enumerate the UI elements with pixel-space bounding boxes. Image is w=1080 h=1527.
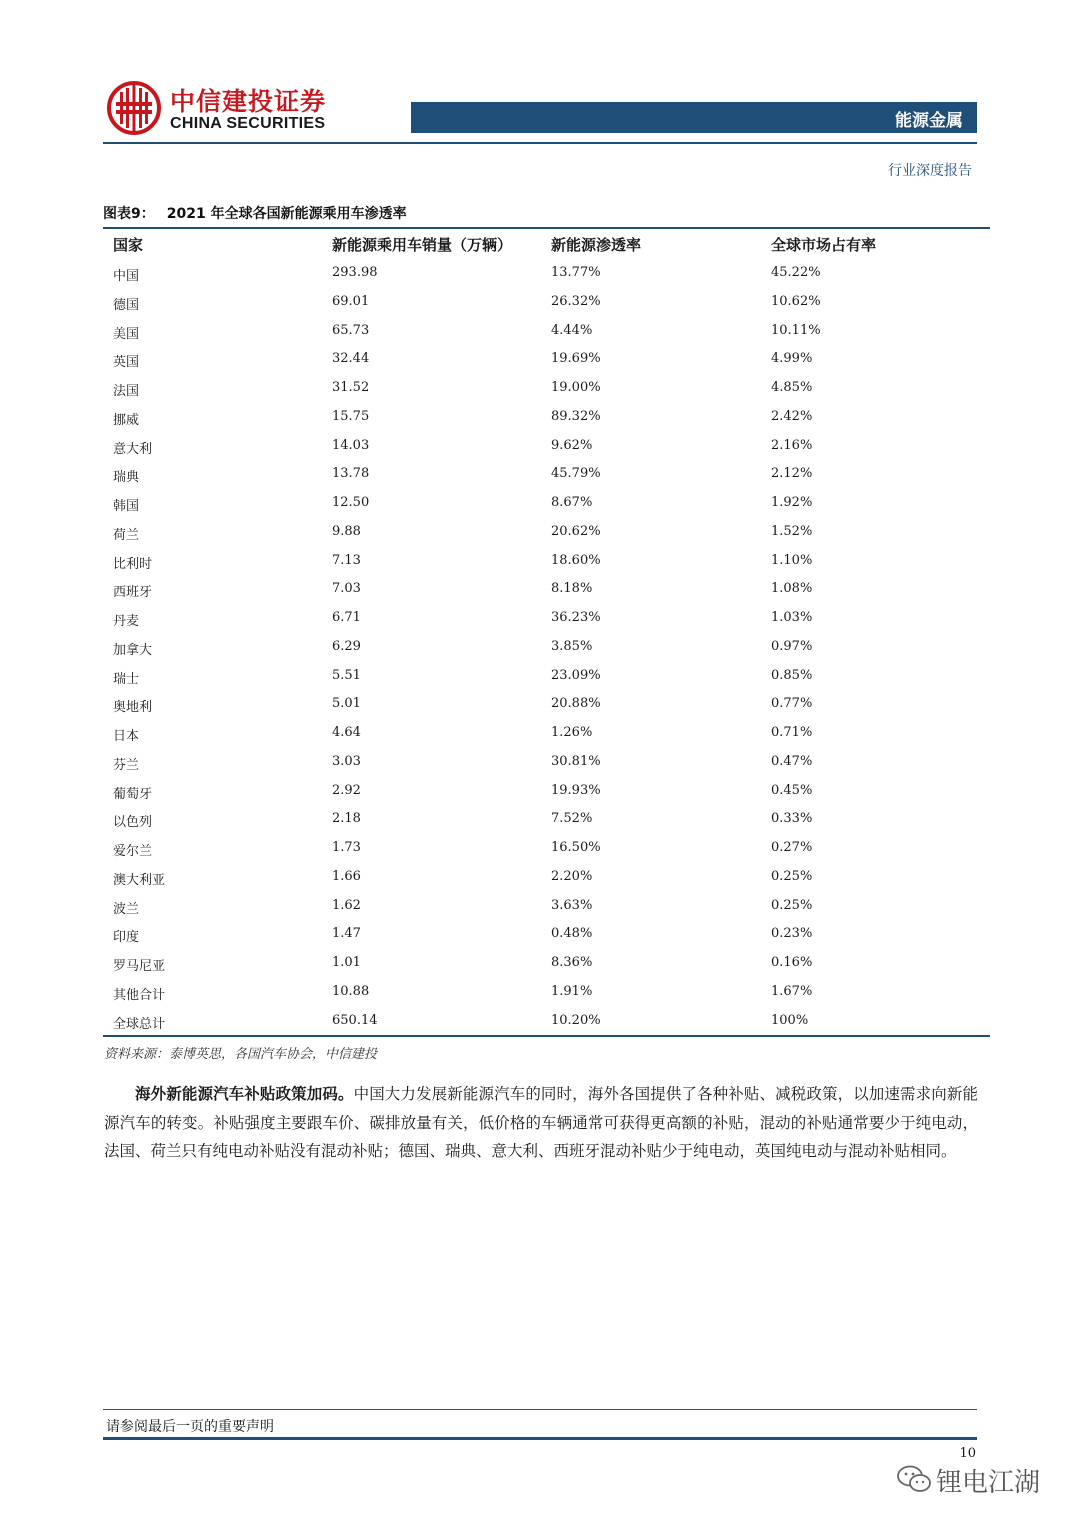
penetration-cell: 19.00% [551,380,601,395]
table-top-rule [103,227,990,229]
country-cell: 中国 [113,269,140,284]
share-cell: 0.27% [771,840,813,855]
footer-rule [103,1409,977,1410]
penetration-cell: 23.09% [551,667,601,683]
figure-title [103,203,407,223]
sales-cell: 12.50 [332,495,370,510]
sales-cell: 7.03 [332,581,361,597]
sales-cell: 6.29 [332,638,361,654]
watermark [896,1460,1056,1500]
share-cell: 10.11% [771,322,821,338]
share-cell: 0.25% [771,868,813,884]
share-cell: 0.45% [771,782,813,798]
share-cell: 0.97% [771,638,813,654]
figure-source: 资料来源：泰博英思，各国汽车协会，中信建投 [104,1047,378,1062]
penetration-cell: 89.32% [551,408,601,424]
country-cell: 澳大利亚 [113,872,166,888]
sales-cell: 13.78 [332,466,370,482]
penetration-cell: 19.93% [551,782,601,798]
column-header: 全球市场占有率 [771,236,877,254]
table-row [103,633,990,662]
report-type: 行业深度报告 [888,163,972,179]
penetration-cell: 20.88% [551,696,601,712]
table-row [103,719,990,748]
share-cell: 2.12% [771,466,813,482]
country-cell: 挪威 [113,412,140,428]
share-cell: 1.67% [771,983,813,999]
sales-cell: 69.01 [332,293,370,309]
penetration-cell: 30.81% [551,753,601,769]
country-cell: 韩国 [113,499,140,514]
column-header: 新能源乘用车销量（万辆） [332,236,513,254]
sales-cell: 2.18 [332,811,361,827]
figure-caption: 2021 年全球各国新能源乘用车渗透率 [166,206,407,222]
country-cell: 丹麦 [113,614,140,629]
table-row [103,662,990,691]
table-row [103,317,990,346]
penetration-table [103,230,990,1035]
column-header: 新能源渗透率 [551,236,642,254]
wechat-icon [896,1464,932,1494]
penetration-cell: 8.67% [551,495,593,510]
table-row [103,978,990,1007]
penetration-cell: 2.20% [551,868,593,884]
table-row [103,460,990,489]
sales-cell: 10.88 [332,983,370,999]
share-cell: 1.08% [771,581,813,597]
table-row [103,690,990,719]
sales-cell: 5.01 [332,696,361,712]
sales-cell: 2.92 [332,782,361,798]
share-cell: 0.77% [771,696,813,712]
penetration-cell: 3.63% [551,897,593,913]
table-row [103,288,990,317]
sales-cell: 32.44 [332,351,370,367]
sales-cell: 65.73 [332,322,370,338]
share-cell: 0.47% [771,753,813,769]
share-cell: 1.52% [771,523,813,539]
penetration-cell: 4.44% [551,322,593,338]
table-row [103,575,990,604]
sales-cell: 5.51 [332,667,361,683]
table-row [103,892,990,921]
sales-cell: 3.03 [332,753,361,769]
country-cell: 瑞士 [113,671,140,687]
table-row [103,920,990,949]
table-row [103,604,990,633]
country-cell: 全球总计 [113,1016,166,1032]
footer-rule-thick [103,1437,977,1440]
country-cell: 波兰 [113,901,140,917]
table-row [103,805,990,834]
sales-cell: 4.64 [332,725,361,740]
country-cell: 爱尔兰 [113,844,153,859]
table-row [103,259,990,288]
penetration-cell: 1.26% [551,725,593,740]
sales-cell: 6.71 [332,610,361,625]
country-cell: 罗马尼亚 [113,959,166,974]
country-cell: 瑞典 [113,470,140,486]
logo [106,80,346,140]
penetration-cell: 8.18% [551,581,593,597]
column-header: 国家 [113,236,144,254]
penetration-cell: 9.62% [551,437,593,453]
penetration-cell: 19.69% [551,351,601,367]
table-header-row [103,230,990,259]
table-row [103,863,990,892]
penetration-cell: 3.85% [551,638,593,654]
footer-disclaimer: 请参阅最后一页的重要声明 [106,1419,274,1435]
sales-cell: 1.01 [332,955,361,970]
share-cell: 10.62% [771,293,821,309]
share-cell: 0.85% [771,667,813,683]
share-cell: 1.10% [771,552,813,568]
share-cell: 45.22% [771,265,821,280]
penetration-cell: 8.36% [551,955,593,970]
sales-cell: 7.13 [332,552,361,568]
table-row [103,834,990,863]
table-row [103,1007,990,1036]
share-cell: 1.03% [771,610,813,625]
share-cell: 0.25% [771,897,813,913]
watermark-text: 锂电江湖 [936,1468,1041,1498]
country-cell: 西班牙 [113,585,153,601]
sales-cell: 1.66 [332,868,361,884]
country-cell: 芬兰 [113,757,140,773]
share-cell: 2.16% [771,437,813,453]
logo-cn-text: 中信建投证券 [170,87,327,116]
body-paragraph [104,1080,978,1166]
penetration-cell: 7.52% [551,811,593,827]
table-row [103,489,990,518]
share-cell: 0.16% [771,955,813,970]
table-row [103,949,990,978]
country-cell: 意大利 [113,441,153,457]
table-row [103,432,990,461]
penetration-cell: 45.79% [551,466,601,482]
paragraph-text: 中国大力发展新能源汽车的同时，海外各国提供了各种补贴、减税政策，以加速需求向新能源汽车的转变。补贴强度主要跟车价、碳排放量有关，低价格的车辆通常可获得更高额的补贴，混动的补贴通常要少于纯电动，法国、荷兰只有纯电动补贴没有混动补贴；德国、瑞典、意大利、西班牙混动补贴少于纯电动，英国纯电动与混动补贴相同。 [104,1085,978,1160]
table-row [103,345,990,374]
country-cell: 美国 [113,326,140,342]
share-cell: 4.85% [771,380,813,395]
page-number: 10 [959,1446,976,1461]
logo-en-text: CHINA SECURITIES [170,115,326,132]
sales-cell: 1.73 [332,840,361,855]
country-cell: 英国 [113,355,140,371]
penetration-cell: 18.60% [551,552,601,568]
sales-cell: 650.14 [332,1012,378,1028]
penetration-cell: 26.32% [551,293,601,309]
share-cell: 0.71% [771,725,813,740]
country-cell: 日本 [113,729,140,744]
country-cell: 德国 [113,297,140,313]
share-cell: 2.42% [771,408,813,424]
sector-label: 能源金属 [895,111,963,131]
table-row [103,518,990,547]
sales-cell: 15.75 [332,408,370,424]
sales-cell: 1.47 [332,926,361,942]
sales-cell: 1.62 [332,897,361,913]
country-cell: 印度 [113,930,140,946]
country-cell: 其他合计 [113,987,166,1003]
penetration-cell: 0.48% [551,926,593,942]
share-cell: 1.92% [771,495,813,510]
country-cell: 加拿大 [113,642,153,658]
sales-cell: 14.03 [332,437,370,453]
country-cell: 以色列 [113,815,153,831]
country-cell: 法国 [113,384,140,399]
table-row [103,748,990,777]
country-cell: 奥地利 [113,700,153,716]
header-divider [103,142,977,144]
paragraph-lead: 海外新能源汽车补贴政策加码。 [135,1085,354,1103]
penetration-cell: 16.50% [551,840,601,855]
table-row [103,403,990,432]
sales-cell: 31.52 [332,380,370,395]
table-row [103,374,990,403]
country-cell: 葡萄牙 [113,786,153,802]
table-row [103,777,990,806]
sales-cell: 9.88 [332,523,361,539]
share-cell: 0.33% [771,811,813,827]
country-cell: 比利时 [113,556,153,572]
penetration-cell: 1.91% [551,983,593,999]
share-cell: 4.99% [771,351,813,367]
penetration-cell: 36.23% [551,610,601,625]
table-bottom-rule [103,1035,990,1037]
share-cell: 100% [771,1012,809,1028]
table-row [103,547,990,576]
penetration-cell: 20.62% [551,523,601,539]
sales-cell: 293.98 [332,265,378,280]
penetration-cell: 10.20% [551,1012,601,1028]
penetration-cell: 13.77% [551,265,601,280]
figure-label: 图表9： [103,206,155,222]
sector-banner [411,102,977,133]
share-cell: 0.23% [771,926,813,942]
china-securities-logo-icon [106,80,162,136]
country-cell: 荷兰 [113,527,140,543]
